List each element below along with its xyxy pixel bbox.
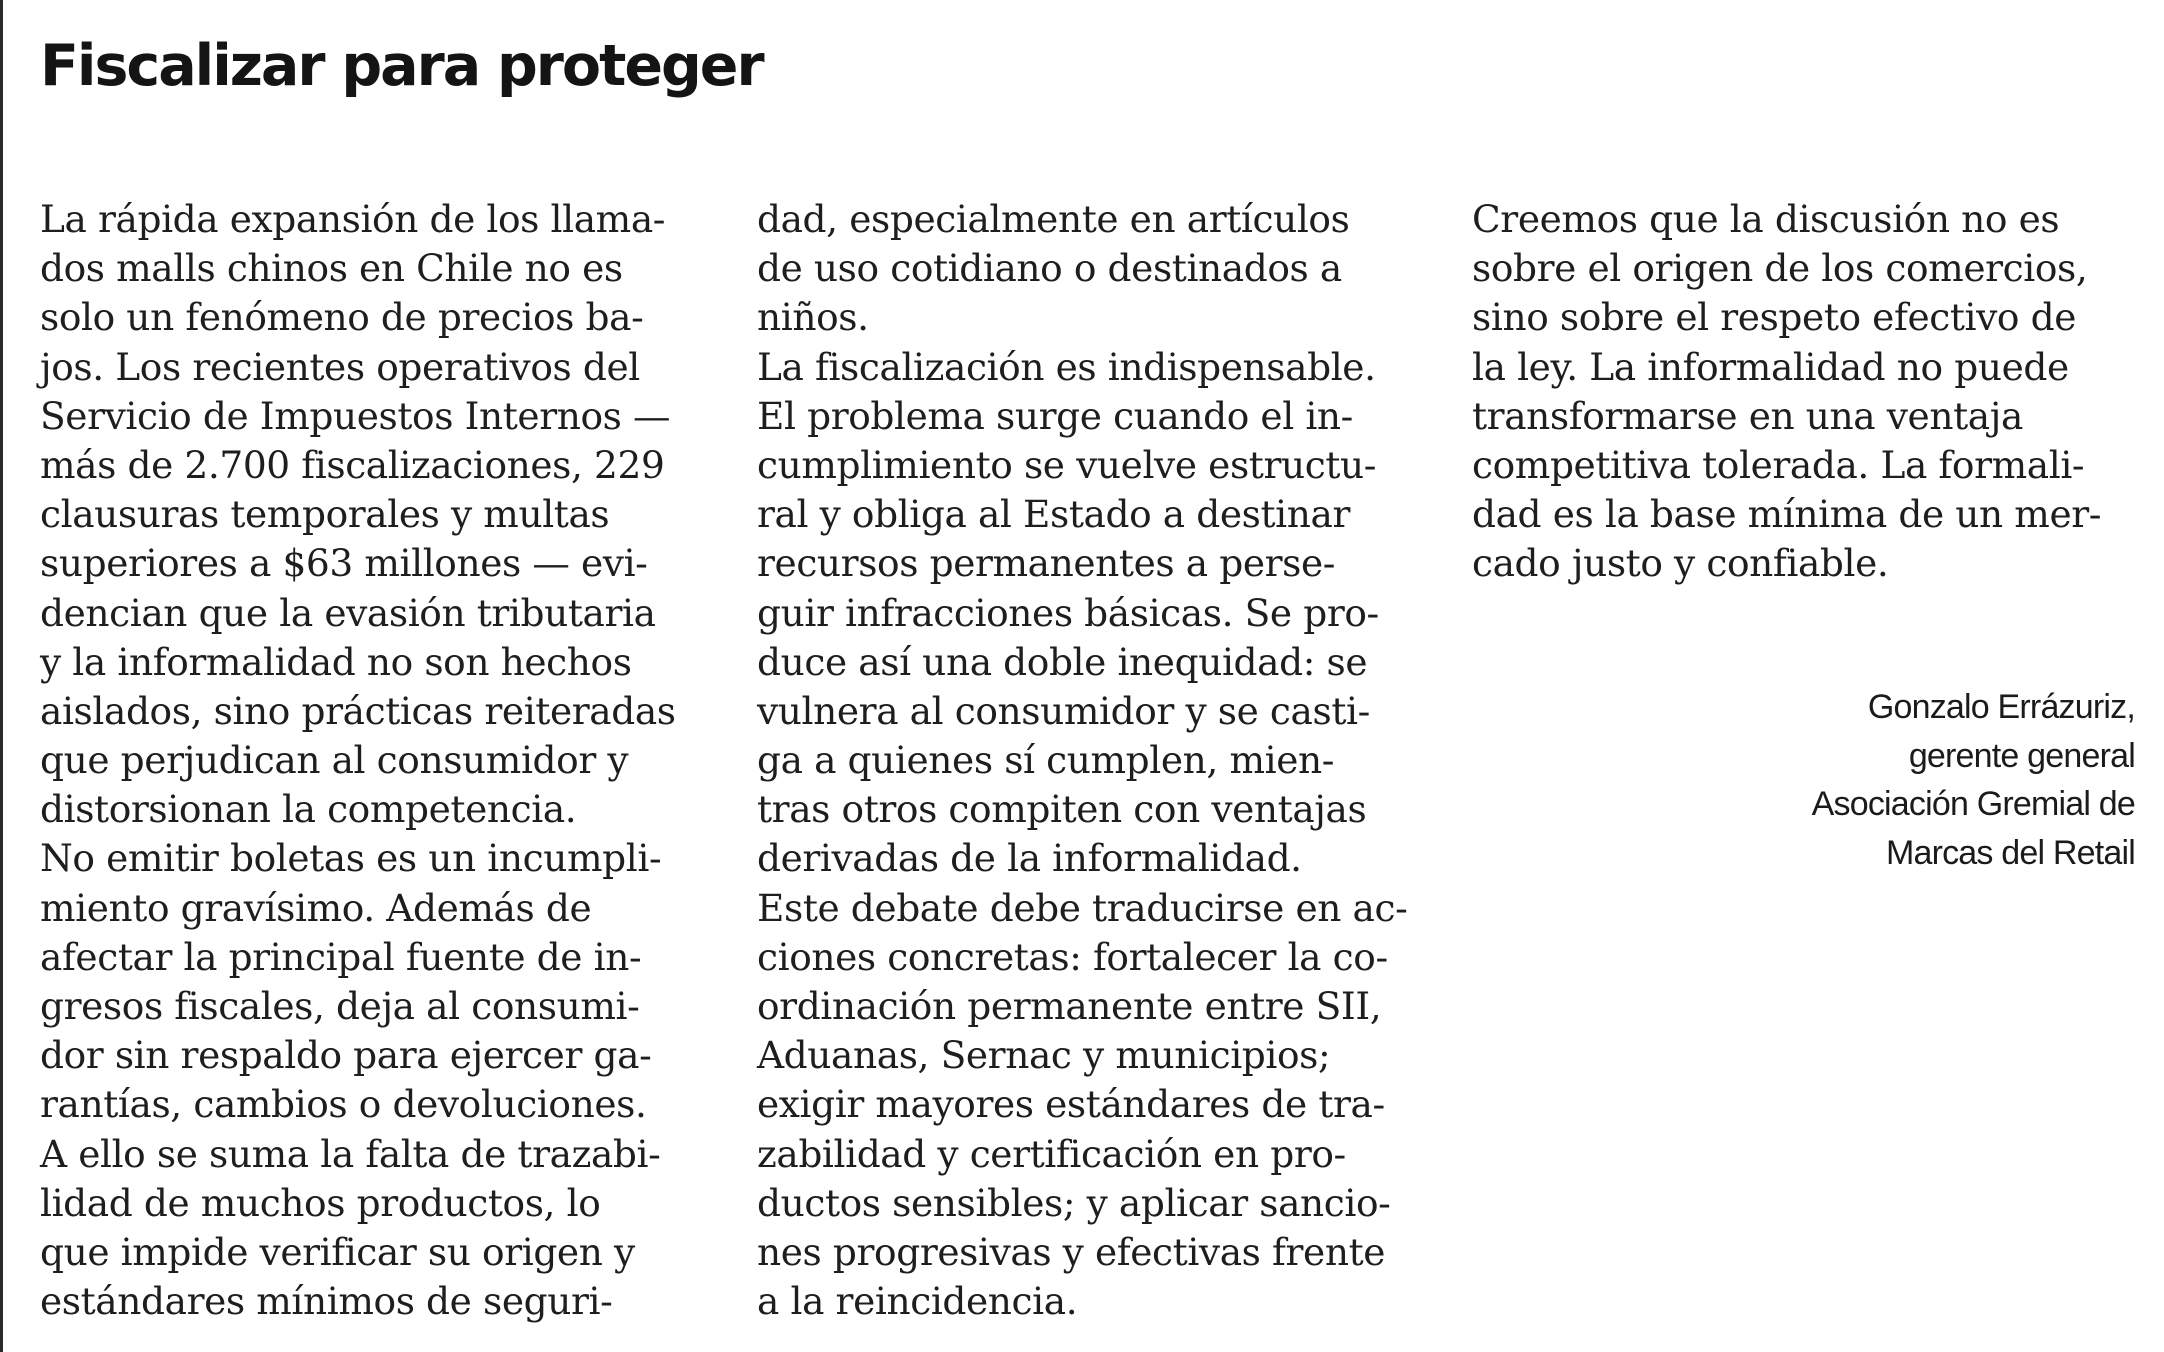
text-line: distorsionan la competencia. (40, 787, 577, 832)
text-line: La rápida expansión de los llama- (40, 197, 666, 241)
text-line: cado justo y confiable. (1472, 541, 1889, 586)
text-line: nes progresivas y efectivas frente (757, 1229, 1386, 1274)
text-line: ductos sensibles; y aplicar sancio- (757, 1180, 1391, 1225)
text-line: sobre el origen de los comercios, (1472, 246, 2088, 291)
author-signature (1615, 683, 2135, 877)
text-line: dos malls chinos en Chile no es (40, 246, 623, 291)
text-line: Creemos que la discusión no es (1472, 197, 2060, 241)
text-line: dor sin respaldo para ejercer ga- (40, 1033, 652, 1078)
author-organization: Asociación Gremial de (1811, 785, 2135, 823)
text-line: afectar la principal fuente de in- (40, 934, 642, 979)
text-line: dencian que la evasión tributaria (40, 590, 656, 635)
text-line: Este debate debe traducirse en ac- (757, 885, 1408, 930)
column-rule (0, 0, 3, 1352)
article-column-1 (40, 195, 760, 1326)
text-line: transformarse en una ventaja (1472, 393, 2023, 438)
text-line: que impide verificar su origen y (40, 1229, 635, 1274)
author-role: gerente general (1908, 736, 2135, 775)
text-line: recursos permanentes a perse- (757, 541, 1336, 586)
text-line: dad es la base mínima de un mer- (1472, 492, 2102, 537)
text-line: Aduanas, Sernac y municipios; (757, 1033, 1331, 1078)
text-line: cumplimiento se vuelve estructu- (757, 442, 1377, 487)
author-name: Gonzalo Errázuriz, (1867, 688, 2135, 726)
text-line: derivadas de la informalidad. (757, 836, 1302, 881)
text-line: que perjudican al consumidor y (40, 738, 629, 783)
text-line: A ello se suma la falta de trazabi- (40, 1131, 661, 1176)
text-line: estándares mínimos de seguri- (40, 1279, 613, 1324)
text-line: niños. (757, 295, 869, 340)
text-line: miento gravísimo. Además de (40, 885, 592, 930)
text-line: ral y obliga al Estado a destinar (757, 492, 1350, 537)
text-line: ordinación permanente entre SII, (757, 984, 1382, 1028)
text-line: a la reincidencia. (757, 1279, 1078, 1324)
text-line: lidad de muchos productos, lo (40, 1180, 601, 1225)
text-line: ga a quienes sí cumplen, mien- (757, 738, 1335, 783)
text-line: clausuras temporales y multas (40, 492, 610, 537)
text-line: superiores a $63 millones — evi- (40, 541, 648, 586)
text-line: competitiva tolerada. La formali- (1472, 442, 2085, 487)
text-line: aislados, sino prácticas reiteradas (40, 688, 676, 733)
text-line: y la informalidad no son hechos (40, 639, 632, 684)
text-line: más de 2.700 fiscalizaciones, 229 (40, 442, 665, 487)
text-line: tras otros compiten con ventajas (757, 787, 1367, 832)
article-column-2 (757, 195, 1477, 1326)
article-column-3 (1472, 195, 2162, 589)
text-line: dad, especialmente en artículos (757, 197, 1350, 241)
text-line: la ley. La informalidad no puede (1472, 344, 2069, 389)
text-line: jos. Los recientes operativos del (40, 344, 640, 389)
author-organization: Marcas del Retail (1885, 833, 2135, 872)
text-line: de uso cotidiano o destinados a (757, 246, 1342, 291)
text-line: duce así una doble inequidad: se (757, 639, 1368, 684)
text-line: La fiscalización es indispensable. (757, 344, 1376, 389)
text-line: Servicio de Impuestos Internos — (40, 393, 671, 438)
text-line: guir infracciones básicas. Se pro- (757, 590, 1379, 635)
text-line: ciones concretas: fortalecer la co- (757, 934, 1388, 979)
text-line: zabilidad y certificación en pro- (757, 1131, 1346, 1176)
text-line: sino sobre el respeto efectivo de (1472, 295, 2076, 340)
text-line: rantías, cambios o devoluciones. (40, 1082, 647, 1127)
text-line: vulnera al consumidor y se casti- (757, 688, 1370, 733)
article-title: Fiscalizar para proteger (40, 33, 763, 99)
text-line: solo un fenómeno de precios ba- (40, 295, 644, 340)
text-line: gresos fiscales, deja al consumi- (40, 984, 640, 1028)
text-line: No emitir boletas es un incumpli- (40, 836, 662, 881)
text-line: El problema surge cuando el in- (757, 393, 1353, 438)
text-line: exigir mayores estándares de tra- (757, 1082, 1385, 1127)
